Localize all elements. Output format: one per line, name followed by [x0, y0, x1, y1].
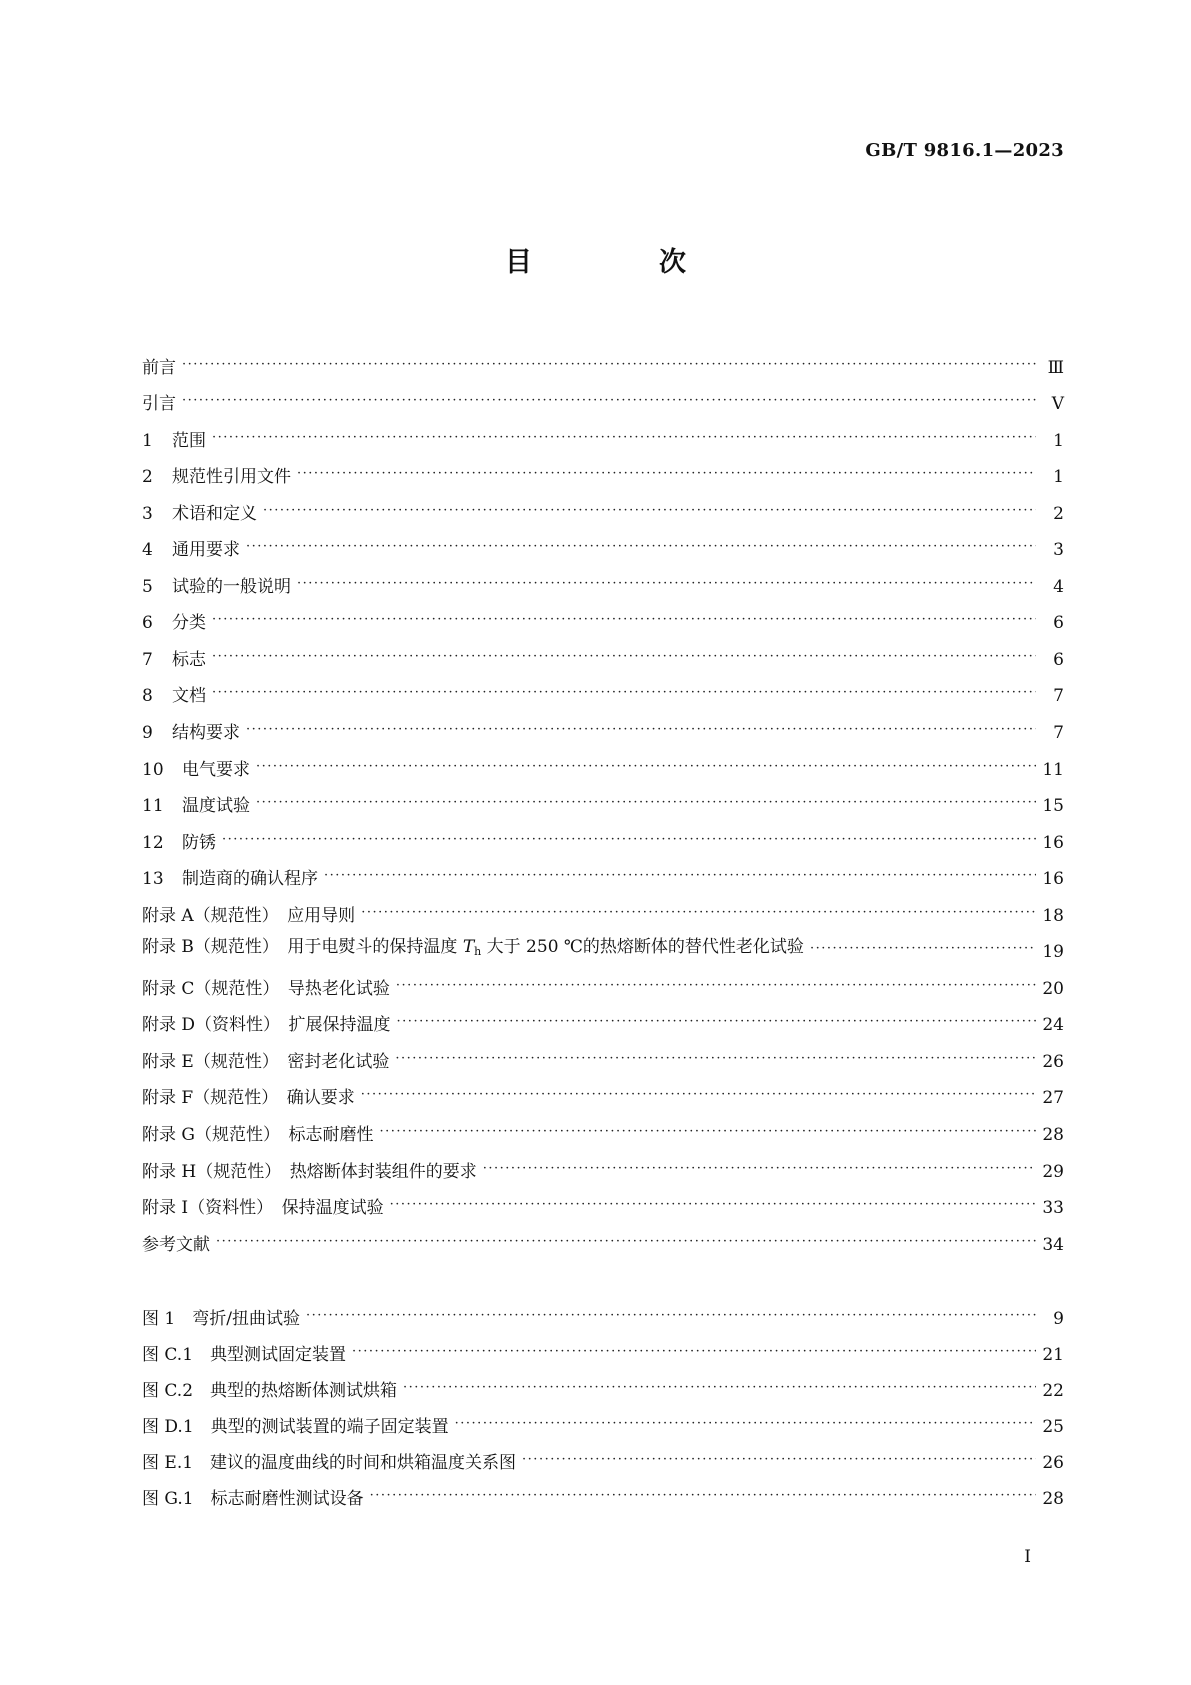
figure-entry[interactable] [142, 1402, 1064, 1438]
toc-entry[interactable] [142, 963, 1064, 1000]
page-number: I [1024, 1547, 1031, 1567]
toc-entry-number: 11 [142, 796, 164, 817]
toc-entry[interactable] [142, 525, 1064, 562]
leader-dots [455, 1413, 1036, 1435]
leader-dots [397, 1011, 1036, 1033]
leader-dots [395, 1048, 1036, 1070]
figure-entry[interactable] [142, 1330, 1064, 1366]
toc-entry[interactable] [142, 342, 1064, 379]
toc-entry-page: 7 [1053, 686, 1064, 707]
list-of-figures [142, 1294, 1064, 1510]
toc-entry-label: 附录 A（规范性） 应用导则 [142, 905, 356, 926]
leader-dots [212, 646, 1036, 668]
toc-entry[interactable] [142, 379, 1064, 416]
toc-entry-page: 24 [1042, 1015, 1064, 1036]
toc-entry-label: 附录 H（规范性） 热熔断体封装组件的要求 [142, 1161, 477, 1182]
toc-entry-label: 附录 F（规范性） 确认要求 [142, 1088, 355, 1109]
toc-entry-page: 34 [1042, 1234, 1064, 1255]
toc-entry-page: 3 [1053, 540, 1064, 561]
toc-entry-page: 4 [1053, 576, 1064, 597]
toc-entry-page: 15 [1042, 796, 1064, 817]
leader-dots [483, 1158, 1036, 1180]
toc-entry[interactable] [142, 781, 1064, 818]
toc-entry-label: 分类 [172, 613, 206, 634]
toc-entry-page: 20 [1042, 978, 1064, 999]
toc-entry-label: 结构要求 [172, 723, 240, 744]
toc-entry-number: 4 [142, 540, 153, 561]
toc-entry[interactable] [142, 415, 1064, 452]
figure-entry[interactable] [142, 1366, 1064, 1402]
toc-entry[interactable] [142, 1000, 1064, 1037]
leader-dots [390, 1194, 1036, 1216]
toc-entry-page: 16 [1042, 869, 1064, 890]
toc-entry[interactable] [142, 1036, 1064, 1073]
toc-entry-label: 范围 [172, 430, 206, 451]
toc-title: 目 次 [505, 247, 736, 278]
figure-entry-label: 图 E.1 建议的温度曲线的时间和烘箱温度关系图 [142, 1453, 517, 1473]
figure-entry[interactable] [142, 1438, 1064, 1474]
leader-dots [352, 1341, 1036, 1363]
toc-entry-label: 参考文献 [142, 1234, 210, 1255]
toc-entry-page: 18 [1042, 905, 1064, 926]
leader-dots [306, 1305, 1036, 1327]
toc-entry-number: 10 [142, 759, 164, 780]
toc-entry[interactable] [142, 634, 1064, 671]
leader-dots [297, 573, 1036, 595]
leader-dots [212, 609, 1036, 631]
toc-entry-label: 制造商的确认程序 [182, 869, 318, 890]
toc-entry-number: 12 [142, 832, 164, 853]
figure-entry-label: 图 D.1 典型的测试装置的端子固定装置 [142, 1417, 449, 1437]
leader-dots [370, 1485, 1036, 1507]
toc-entry-number: 3 [142, 503, 153, 524]
figure-entry-label: 图 G.1 标志耐磨性测试设备 [142, 1489, 364, 1509]
toc-entry-label: 温度试验 [182, 796, 250, 817]
toc-entry-label: 附录 C（规范性） 导热老化试验 [142, 978, 390, 999]
leader-dots [246, 719, 1036, 741]
toc-entry-label: 试验的一般说明 [172, 576, 291, 597]
toc-entry-page: 1 [1053, 467, 1064, 488]
toc-entry-number: 9 [142, 723, 153, 744]
toc-entry-page: 29 [1042, 1161, 1064, 1182]
toc-entry-page: 7 [1053, 723, 1064, 744]
leader-dots [222, 829, 1036, 851]
leader-dots [263, 500, 1036, 522]
toc-entry[interactable] [142, 1146, 1064, 1183]
toc-entry[interactable] [142, 1219, 1064, 1256]
toc-entry-label [142, 936, 804, 963]
toc-entry-label: 标志 [172, 649, 206, 670]
toc-entry-page: 33 [1042, 1198, 1064, 1219]
toc-entry[interactable] [142, 927, 1064, 964]
toc-entry-page: 6 [1053, 613, 1064, 634]
toc-entry-page: Ⅴ [1051, 394, 1064, 415]
toc-entry-page: 26 [1042, 1051, 1064, 1072]
leader-dots [396, 975, 1036, 997]
toc-entry[interactable] [142, 854, 1064, 891]
toc-entry-number: 7 [142, 649, 153, 670]
toc-entry-label: 附录 G（规范性） 标志耐磨性 [142, 1125, 374, 1146]
figure-entry-page: 25 [1042, 1417, 1064, 1437]
figure-entry-page: 9 [1053, 1309, 1064, 1329]
toc-entry-number: 8 [142, 686, 153, 707]
leader-dots [810, 938, 1036, 960]
toc-entry-page: 1 [1053, 430, 1064, 451]
toc-entry-number: 1 [142, 430, 153, 451]
toc-entry[interactable] [142, 817, 1064, 854]
leader-dots [361, 1084, 1036, 1106]
temperature-symbol-subscript: h [474, 945, 482, 959]
toc-entry-number: 5 [142, 576, 153, 597]
toc-entry-number: 2 [142, 467, 153, 488]
figure-entry-label: 图 1 弯折/扭曲试验 [142, 1309, 300, 1329]
toc-entry-number: 6 [142, 613, 153, 634]
toc-entry-label-part: 附录 B（规范性） 用于电熨斗的保持温度 [142, 937, 463, 958]
toc-entry[interactable] [142, 707, 1064, 744]
toc-entry-label: 术语和定义 [172, 503, 257, 524]
toc-entry-page: 16 [1042, 832, 1064, 853]
leader-dots [182, 390, 1036, 412]
toc-entry[interactable] [142, 452, 1064, 489]
table-of-contents [142, 342, 1064, 1256]
toc-entry-label: 防锈 [182, 832, 216, 853]
toc-entry-page: 27 [1042, 1088, 1064, 1109]
leader-dots [522, 1449, 1036, 1471]
figure-entry-page: 28 [1042, 1489, 1064, 1509]
toc-entry-label: 附录 I（资料性） 保持温度试验 [142, 1198, 384, 1219]
toc-entry[interactable] [142, 561, 1064, 598]
figure-entry-page: 22 [1042, 1381, 1064, 1401]
toc-entry[interactable] [142, 1109, 1064, 1146]
toc-entry-label: 规范性引用文件 [172, 467, 291, 488]
leader-dots [182, 354, 1036, 376]
toc-entry[interactable] [142, 598, 1064, 635]
leader-dots [216, 1231, 1036, 1253]
figure-entry[interactable] [142, 1294, 1064, 1330]
leader-dots [256, 756, 1036, 778]
toc-entry-label: 电气要求 [182, 759, 250, 780]
temperature-symbol: T [462, 937, 475, 958]
toc-entry[interactable] [142, 671, 1064, 708]
toc-entry-page: 28 [1042, 1125, 1064, 1146]
toc-entry-page: Ⅲ [1047, 357, 1064, 378]
toc-entry-page: 11 [1042, 759, 1064, 780]
figure-entry-page: 26 [1042, 1453, 1064, 1473]
toc-entry-label: 前言 [142, 357, 176, 378]
toc-entry-page: 2 [1053, 503, 1064, 524]
toc-entry-label: 通用要求 [172, 540, 240, 561]
figure-entry-page: 21 [1042, 1345, 1064, 1365]
toc-entry-page: 19 [1042, 942, 1064, 963]
document-code: GB/T 9816.1—2023 [865, 140, 1064, 161]
toc-entry[interactable] [142, 1183, 1064, 1220]
leader-dots [324, 865, 1036, 887]
leader-dots [379, 1121, 1036, 1143]
toc-entry-page: 6 [1053, 649, 1064, 670]
leader-dots [212, 682, 1036, 704]
figure-entry[interactable] [142, 1474, 1064, 1510]
toc-entry-label: 附录 E（规范性） 密封老化试验 [142, 1051, 390, 1072]
leader-dots [403, 1377, 1036, 1399]
toc-entry-label: 引言 [142, 394, 176, 415]
figure-entry-label: 图 C.2 典型的热熔断体测试烘箱 [142, 1381, 398, 1401]
figure-entry-label: 图 C.1 典型测试固定装置 [142, 1345, 347, 1365]
toc-entry-label: 附录 D（资料性） 扩展保持温度 [142, 1015, 391, 1036]
toc-entry-label: 文档 [172, 686, 206, 707]
leader-dots [256, 792, 1036, 814]
toc-entry-label-part: 大于 250 ℃的热熔断体的替代性老化试验 [481, 937, 804, 958]
toc-entry[interactable] [142, 488, 1064, 525]
leader-dots [212, 427, 1036, 449]
toc-entry[interactable] [142, 744, 1064, 781]
toc-entry[interactable] [142, 890, 1064, 927]
leader-dots [297, 463, 1036, 485]
leader-dots [361, 902, 1036, 924]
leader-dots [246, 536, 1036, 558]
toc-entry-number: 13 [142, 869, 164, 890]
toc-entry[interactable] [142, 1073, 1064, 1110]
